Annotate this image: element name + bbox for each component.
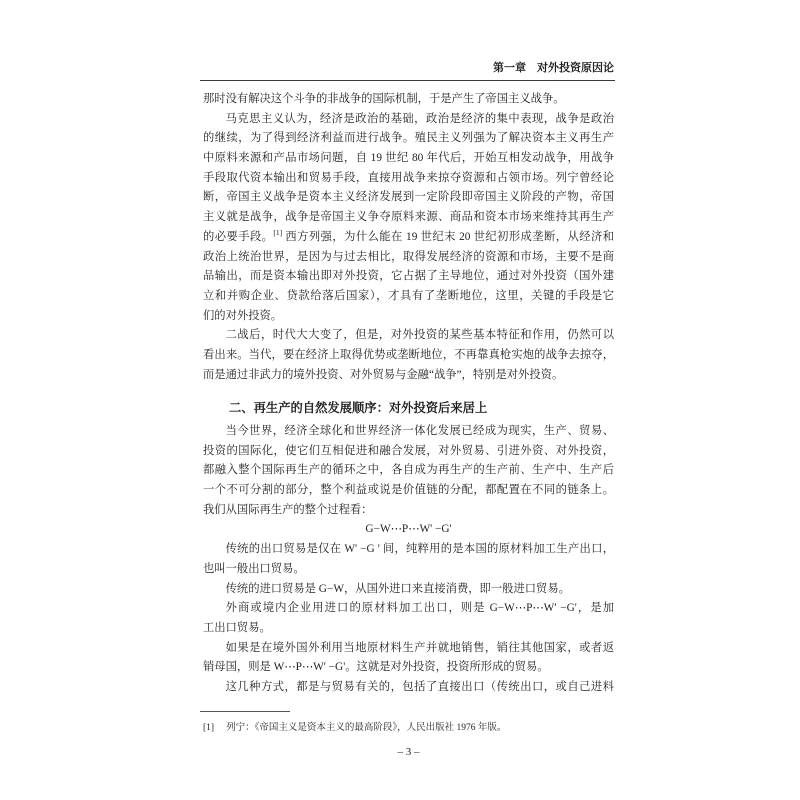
text-line: 主义就是战争，战争是帝国主义争夺原料来源、商品和资本市场来维持其再生产 xyxy=(203,211,614,224)
text-line: 我们从国际再生产的整个过程看： xyxy=(203,503,373,516)
text-line: 中原料来源和产品市场问题，自 19 世纪 80 年代后，开始互相发动战争，用战争 xyxy=(203,152,614,165)
section-heading: 二、再生产的自然发展顺序：对外投资后来居上 xyxy=(229,401,488,415)
text-line: 销母国，则是 W⋯P⋯W' −G'。这就是对外投资，投资所形成的贸易。 xyxy=(203,661,549,674)
text-line: 如果是在境外国外利用当地原材料生产并就地销售，销往其他国家，或者返 xyxy=(225,641,614,654)
text-line: 一个不可分割的部分，整个利益或说是价值链的分配，都配置在不同的链条上。 xyxy=(203,484,614,497)
text-line: 手段取代资本输出和贸易手段，直接用战争来掠夺资源和占领市场。列宁曾经论 xyxy=(203,171,614,184)
header-rule xyxy=(200,80,615,81)
text-line: 们的对外投资。 xyxy=(203,309,283,322)
footnote-reference[interactable]: [1] xyxy=(273,228,283,238)
text-line: 的继续，为了得到经济利益而进行战争。殖民主义列强为了解决资本主义再生产 xyxy=(203,132,614,145)
text-segment: 的必要手段。 xyxy=(203,230,274,243)
text-line: 投资的国际化，使它们互相促进和融合发展，对外贸易、引进外资、对外投资， xyxy=(203,444,614,457)
text-line: 这几种方式，都是与贸易有关的，包括了直接出口（传统出口，或自己进料 xyxy=(225,680,614,693)
text-line: 工出口贸易。 xyxy=(203,621,271,634)
text-line: 当今世界，经济全球化和世界经济一体化发展已经成为现实，生产、贸易、 xyxy=(225,425,614,437)
paragraph xyxy=(203,422,614,520)
paragraph xyxy=(203,540,614,579)
text-line: 马克思主义认为，经济是政治的基础，政治是经济的集中表现，战争是政治 xyxy=(225,112,614,125)
formula-block xyxy=(203,520,614,540)
text-line: 立和并购企业、贷款给落后国家），才具有了垄断地位，这里，关键的手段是它 xyxy=(203,289,614,302)
text-line: 政治上统治世界，是因为与过去相比，取得发展经济的资源和市场，主要不是商 xyxy=(203,250,614,263)
text-line: 二战后，时代大大变了，但是，对外投资的某些基本特征和作用，仍然可以 xyxy=(225,329,614,342)
paragraph xyxy=(203,110,614,327)
paragraph xyxy=(203,90,614,110)
formula: G−W⋯P⋯W' −G' xyxy=(365,523,452,536)
page-number: – 3 – xyxy=(397,746,420,758)
text-line xyxy=(203,228,614,248)
text-line: 而是通过非武力的境外投资、对外贸易与金融“战争”，特别是对外投资。 xyxy=(203,368,564,381)
text-line: 外商或境内企业用进口的原材料加工出口，则是 G−W⋯P⋯W' −G'，是加 xyxy=(225,602,614,615)
text-line: 品输出，而是资本输出即对外投资，它占据了主导地位，通过对外投资（国外建 xyxy=(203,270,614,283)
footnote xyxy=(203,720,614,737)
text-line: 断，帝国主义战争是资本主义经济发展到一定阶段即帝国主义阶段的产物，帝国 xyxy=(203,191,614,204)
text-line: 也叫一般出口贸易。 xyxy=(203,562,305,575)
paragraph xyxy=(203,326,614,385)
text-segment: 西方列强，为什么能在 19 世纪末 20 世纪初形成垄断，从经济和 xyxy=(282,230,614,243)
body-text-bottom xyxy=(203,422,614,698)
footnote-text: 列宁：《帝国主义是资本主义的最高阶段》，人民出版社 1976 年版。 xyxy=(226,723,507,733)
text-line: 都融入整个国际再生产的循环之中，各自成为再生产的生产前、生产中、生产后 xyxy=(203,464,614,477)
body-text-top xyxy=(203,90,614,385)
paragraph xyxy=(203,639,614,678)
paragraph xyxy=(203,599,614,638)
running-header: 第一章 对外投资原因论 xyxy=(493,61,614,74)
paragraph xyxy=(203,678,614,698)
paragraph xyxy=(203,580,614,600)
text-line: 看出来。当代，要在经济上取得优势或垄断地位，不再靠真枪实炮的战争去掠夺， xyxy=(203,348,614,361)
text-line: 那时没有解决这个斗争的非战争的国际机制，于是产生了帝国主义战争。 xyxy=(203,93,565,105)
footnote-rule xyxy=(200,711,290,712)
footnote-marker: [1] xyxy=(203,723,215,733)
text-line: 传统的出口贸易是仅在 W' −G ' 间，纯粹用的是本国的原材料加工生产出口， xyxy=(225,543,614,556)
text-line: 传统的进口贸易是 G−W，从国外进口来直接消费，即一般进口贸易。 xyxy=(225,582,570,595)
